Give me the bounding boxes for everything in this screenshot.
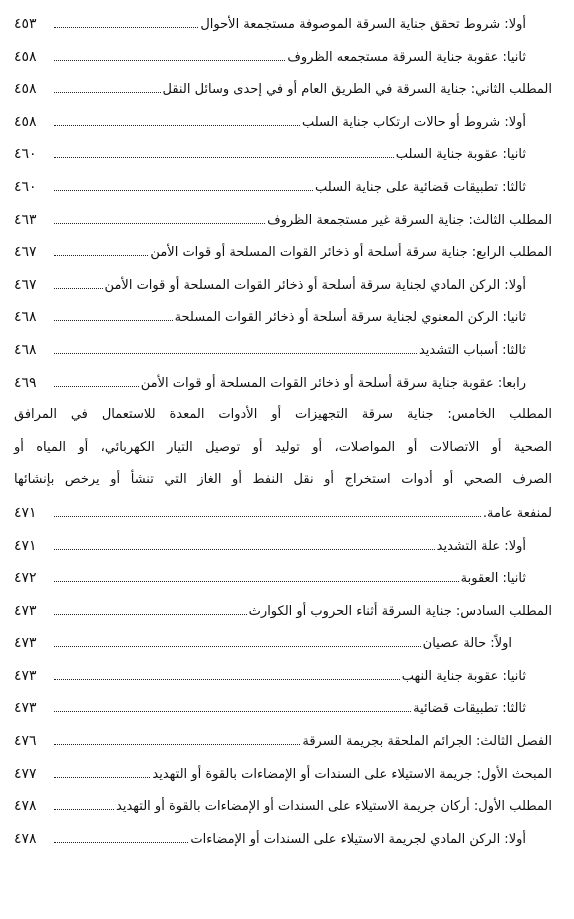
toc-multiline-entry — [14, 399, 552, 529]
toc-entry — [14, 204, 552, 237]
toc-entry — [14, 367, 552, 400]
toc-entry-title: المبحث الأول: جريمة الاستيلاء على السندات أو الإمضاءات بالقوة أو التهديد — [152, 766, 552, 782]
toc-entry — [14, 138, 552, 171]
toc-entry — [14, 660, 552, 693]
toc-entry — [14, 236, 552, 269]
dot-leader — [54, 580, 459, 582]
dot-leader — [54, 352, 417, 354]
toc-entry — [14, 171, 552, 204]
toc-entry-line: المطلب الخامس: جناية سرقة التجهيزات أو الأدوات المعدة للاستعمال في المرافق — [14, 407, 552, 423]
toc-page-number: ٤٦٠ — [14, 178, 37, 195]
dot-leader — [54, 156, 394, 158]
toc-entry-line: الصحية أو الاتصالات أو المواصلات، أو توليد أو توصيل التيار الكهربائي، أو المياه أو — [14, 439, 552, 455]
toc-page-number: ٤٧٣ — [14, 667, 37, 684]
toc-page-number: ٤٦٨ — [14, 309, 37, 326]
toc-page-number: ٤٦٨ — [14, 341, 37, 358]
toc-page-number: ٤٧٢ — [14, 570, 37, 587]
dot-leader — [54, 548, 435, 550]
toc-page-number: ٤٧٦ — [14, 733, 37, 750]
dot-leader — [54, 189, 313, 191]
toc-page-number: ٤٥٣ — [14, 16, 37, 32]
toc-page-number: ٤٦٠ — [14, 146, 37, 163]
dot-leader — [54, 59, 285, 61]
toc-entry — [14, 692, 552, 725]
dot-leader — [54, 385, 139, 387]
toc-entry — [14, 73, 552, 106]
toc-entry-title: ثالثا: تطبيقات قضائية — [413, 701, 526, 717]
toc-entry-title: ثانيا: عقوبة جناية السرقة مستجمعه الظروف — [287, 49, 526, 65]
dot-leader — [54, 515, 481, 517]
dot-leader — [54, 222, 265, 224]
dot-leader — [54, 254, 148, 256]
toc-page-number: ٤٧٨ — [14, 830, 37, 847]
toc-entry-title: اولاً: حالة عصيان — [422, 636, 512, 652]
toc-entry-title: أولا: الركن المادي لجناية سرقة أسلحة أو ذخائر القوات المسلحة أو قوات الأمن — [104, 277, 526, 293]
toc-entry-title: أولا: شروط أو حالات ارتكاب جناية السلب — [301, 114, 526, 130]
toc-entry — [14, 41, 552, 74]
toc-page-number: ٤٦٧ — [14, 276, 37, 293]
toc-entry-title: ثانيا: عقوبة جناية السلب — [395, 147, 526, 163]
toc-entry-title: أولا: الركن المادي لجريمة الاستيلاء على السندات أو الإمضاءات — [190, 831, 526, 847]
toc-entry — [14, 334, 552, 367]
toc-entry-title: المطلب الرابع: جناية سرقة أسلحة أو ذخائر القوات المسلحة أو قوات الأمن — [150, 245, 552, 261]
toc-entry — [14, 106, 552, 139]
toc-entry-title: ثالثا: أسباب التشديد — [418, 342, 526, 358]
toc-entry — [14, 758, 552, 791]
toc-entry-line: الصرف الصحي أو أدوات استخراج أو نقل النفط أو الغاز التي تنشأ أو يرخص بإنشائها — [14, 472, 552, 488]
toc-entry — [14, 269, 552, 302]
toc-entry — [14, 530, 552, 563]
toc-entry-title: ثانيا: الركن المعنوي لجناية سرقة أسلحة أو ذخائر القوات المسلحة — [174, 310, 526, 326]
toc-entry-title: أولا: شروط تحقق جناية السرقة الموصوفة مستجمعة الأحوال — [200, 17, 526, 32]
toc-entry-title: الفصل الثالث: الجرائم الملحقة بجريمة السرقة — [302, 734, 552, 750]
toc-entry-title: لمنفعة عامة. — [482, 505, 552, 521]
dot-leader — [54, 319, 173, 321]
toc-entry-title: المطلب الثاني: جناية السرقة في الطريق العام أو في إحدى وسائل النقل — [162, 82, 552, 98]
toc-page-number: ٤٥٨ — [14, 113, 37, 130]
toc-entry-title: أولا: علة التشديد — [436, 538, 526, 554]
toc-list — [14, 8, 552, 399]
toc-entry — [14, 627, 552, 660]
toc-entry-last-line — [14, 497, 552, 530]
toc-page-number: ٤٥٨ — [14, 48, 37, 65]
dot-leader — [54, 678, 400, 680]
toc-entry — [14, 823, 552, 856]
toc-entry — [14, 8, 552, 41]
toc-page-number: ٤٦٧ — [14, 244, 37, 261]
toc-page-number: ٤٧١ — [14, 504, 37, 521]
toc-page-number: ٤٧٣ — [14, 602, 37, 619]
toc-entry — [14, 562, 552, 595]
toc-entry-title: ثانيا: العقوبة — [460, 571, 526, 587]
toc-entry-title: ثانيا: عقوبة جناية النهب — [401, 668, 526, 684]
toc-page-number: ٤٧٧ — [14, 765, 37, 782]
toc-page-number: ٤٧٨ — [14, 798, 37, 815]
toc-page-number: ٤٧٣ — [14, 700, 37, 717]
dot-leader — [54, 124, 300, 126]
toc-page-number: ٤٦٩ — [14, 374, 37, 391]
dot-leader — [54, 776, 150, 778]
toc-entry-title: المطلب الأول: أركان جريمة الاستيلاء على السندات أو الإمضاءات بالقوة أو التهديد — [116, 799, 552, 815]
dot-leader — [54, 26, 198, 28]
toc-page-number: ٤٥٨ — [14, 81, 37, 98]
toc-page-number: ٤٦٣ — [14, 211, 37, 228]
toc-entry — [14, 595, 552, 628]
toc-entry-title: المطلب السادس: جناية السرقة أثناء الحروب أو الكوارث — [248, 603, 552, 619]
dot-leader — [54, 808, 114, 810]
toc-page-number: ٤٧١ — [14, 537, 37, 554]
dot-leader — [54, 743, 300, 745]
dot-leader — [54, 841, 188, 843]
toc-entry-title: ثالثا: تطبيقات قضائية على جناية السلب — [315, 179, 526, 195]
dot-leader — [54, 613, 247, 615]
toc-entry — [14, 301, 552, 334]
dot-leader — [54, 645, 421, 647]
toc-entry-title: المطلب الثالث: جناية السرقة غير مستجمعة الظروف — [267, 212, 552, 228]
dot-leader — [54, 91, 161, 93]
toc-entry — [14, 790, 552, 823]
dot-leader — [54, 287, 103, 289]
dot-leader — [54, 710, 411, 712]
toc-entry — [14, 725, 552, 758]
toc-list — [14, 530, 552, 856]
toc-entry-title: رابعا: عقوبة جناية سرقة أسلحة أو ذخائر القوات المسلحة أو قوات الأمن — [140, 375, 526, 391]
toc-page-number: ٤٧٣ — [14, 635, 37, 652]
